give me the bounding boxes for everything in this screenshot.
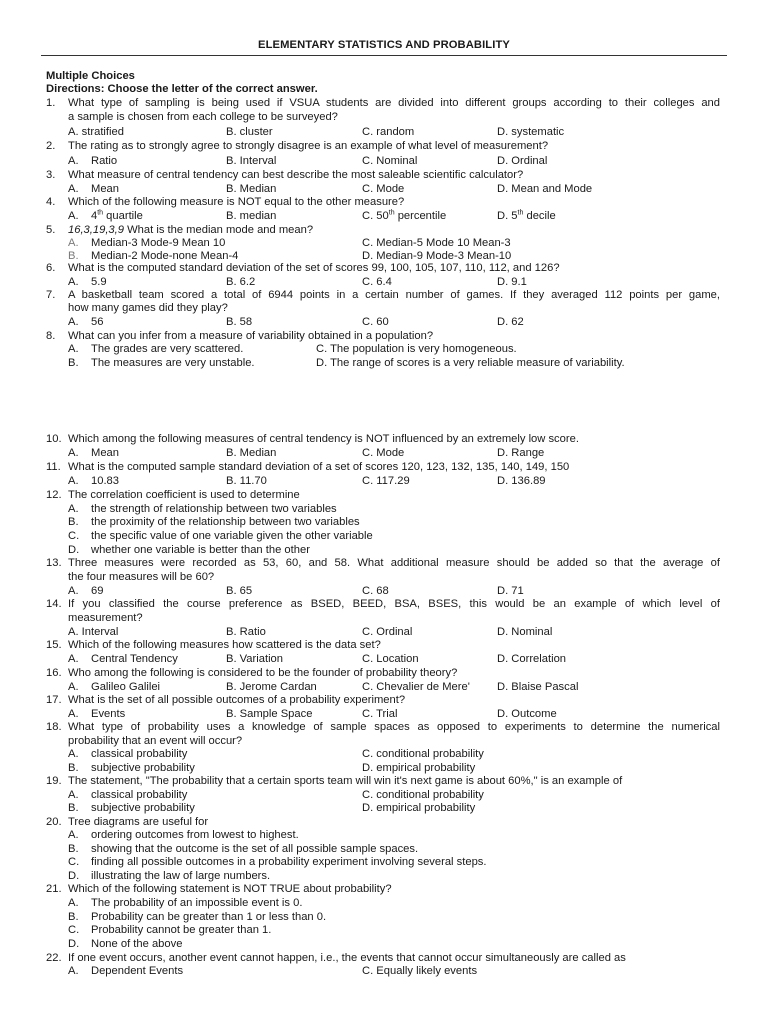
option-b: B. Median [226, 183, 277, 195]
question-text: Tree diagrams are useful for [68, 816, 209, 828]
option-letter: B. [68, 250, 79, 262]
question-text: Which among the following measures of central tendency is NOT influenced by an extremely low score. [68, 433, 579, 445]
option-a [68, 237, 225, 250]
option-letter: B. [68, 762, 79, 774]
option-b: B. 58 [226, 316, 253, 328]
question-number: 10. [46, 433, 62, 445]
option-a [68, 965, 183, 978]
option-d: D. Mean and Mode [497, 183, 593, 195]
option-a [68, 475, 119, 488]
option-text: Median-3 Mode-9 Mean 10 [91, 237, 226, 249]
question-text: Three measures were recorded as 53, 60, and 58. What additional measure should be added so that the average of [68, 557, 720, 569]
option-text: ordering outcomes from lowest to highest. [91, 829, 299, 841]
question-number: 15. [46, 639, 62, 651]
question-text: a sample is chosen from each college to be surveyed? [68, 111, 338, 123]
question-number: 1. [46, 97, 56, 109]
question-text: measurement? [68, 612, 143, 624]
question-number: 7. [46, 289, 56, 301]
question-text: A basketball team scored a total of 6944 points in a certain number of games. If they averaged 112 points per game, [68, 289, 720, 301]
option-c: C. 6.4 [362, 276, 392, 288]
question-text: What type of sampling is being used if VSUA students are divided into different groups according to their colleges and [68, 97, 720, 109]
option-d: D. Outcome [497, 708, 557, 720]
option-a: A. Interval [68, 626, 119, 638]
question-number: 3. [46, 169, 56, 181]
title-divider [41, 55, 727, 56]
option-c: C. conditional probability [362, 748, 484, 760]
option-text: Median-2 Mode-none Mean-4 [91, 250, 239, 262]
option-b: B. Median [226, 447, 277, 459]
option-c: C. The population is very homogeneous. [316, 343, 517, 355]
option-d: D. The range of scores is a very reliable measure of variability. [316, 357, 625, 369]
question-number: 4. [46, 196, 56, 208]
question-text: probability that an event will occur? [68, 735, 243, 747]
option-text: The grades are very scattered. [91, 343, 244, 355]
question-number: 5. [46, 224, 56, 236]
question-text: Who among the following is considered to be the founder of probability theory? [68, 667, 458, 679]
option-text: Mean [91, 447, 119, 459]
option-letter: A. [68, 316, 79, 328]
question-number: 14. [46, 598, 62, 610]
option-text: finding all possible outcomes in a probability experiment involving several steps. [91, 856, 487, 868]
section-title: Multiple Choices [46, 70, 135, 82]
option-letter: A. [68, 475, 79, 487]
option-d: D. 62 [497, 316, 524, 328]
option-text: the specific value of one variable given the other variable [91, 530, 373, 542]
option-b: B. Sample Space [226, 708, 313, 720]
option-text: The probability of an impossible event is 0. [91, 897, 303, 909]
option-d: D. Median-9 Mode-3 Mean-10 [362, 250, 512, 262]
directions: Directions: Choose the letter of the correct answer. [46, 83, 318, 95]
option-b: B. Ratio [226, 626, 266, 638]
question-text: 16,3,19,3,9 What is the median mode and mean? [68, 224, 314, 236]
option-text: The measures are very unstable. [91, 357, 255, 369]
option-text: Galileo Galilei [91, 681, 161, 693]
question-text: If you classified the course preference as BSED, BEED, BSA, BSES, this would be an example of which level of [68, 598, 720, 610]
option-letter: B. [68, 357, 79, 369]
question-text: The rating as to strongly agree to strongly disagree is an example of what level of measurement? [68, 140, 549, 152]
question-number: 11. [46, 461, 61, 473]
option-letter: D. [68, 544, 80, 556]
option-a [68, 748, 187, 761]
option-c: C. 68 [362, 585, 389, 597]
option-letter: A. [68, 343, 79, 355]
option-c: C. Location [362, 653, 419, 665]
option-c: C. 117.29 [362, 475, 410, 487]
option-letter: A. [68, 155, 79, 167]
question-number: 13. [46, 557, 62, 569]
option-a: A. 4th quartile [68, 209, 143, 222]
question-number: 8. [46, 330, 56, 342]
option-a [68, 585, 103, 598]
option-b: B. Interval [226, 155, 277, 167]
option-c: C. conditional probability [362, 789, 484, 801]
option-letter: A. [68, 829, 79, 841]
question-number: 18. [46, 721, 62, 733]
option-letter: A. [68, 276, 79, 288]
question-number: 20. [46, 816, 62, 828]
option-b [68, 762, 195, 775]
option-d: D. Range [497, 447, 545, 459]
option-c: C. 60 [362, 316, 389, 328]
option-letter: A. [68, 965, 79, 977]
option-a [68, 708, 125, 721]
option-letter: C. [68, 530, 80, 542]
question-text: What type of probability uses a knowledge of sample spaces as opposed to experiments to determine the numerical [68, 721, 720, 733]
option-text: the strength of relationship between two variables [91, 503, 337, 515]
option-c: C. 50th percentile [362, 209, 447, 222]
option-letter: A. [68, 447, 79, 459]
option-letter: D. [68, 870, 80, 882]
option-a [68, 155, 117, 168]
option-b: B. median [226, 210, 277, 222]
option-b: B. Jerome Cardan [226, 681, 317, 693]
option-a [68, 681, 160, 694]
option-text: Events [91, 708, 126, 720]
question-text: Which of the following statement is NOT TRUE about probability? [68, 883, 392, 895]
option-c: C. Median-5 Mode 10 Mean-3 [362, 237, 511, 249]
question-number: 17. [46, 694, 62, 706]
option-b: B. Variation [226, 653, 284, 665]
option-c: C. Equally likely events [362, 965, 478, 977]
option-text: subjective probability [91, 762, 195, 774]
question-number: 2. [46, 140, 56, 152]
option-letter: A. [68, 708, 79, 720]
option-text: classical probability [91, 789, 188, 801]
question-number: 6. [46, 262, 56, 274]
option-a [68, 276, 107, 289]
option-text: Central Tendency [91, 653, 178, 665]
option-d: D. 136.89 [497, 475, 546, 487]
option-text: subjective probability [91, 802, 195, 814]
option-a [68, 316, 103, 329]
question-text: What is the set of all possible outcomes of a probability experiment? [68, 694, 406, 706]
option-letter: B. [68, 516, 79, 528]
option-d: D. systematic [497, 126, 565, 138]
question-text: If one event occurs, another event cannot happen, i.e., the events that cannot occur simultaneously are called as [68, 952, 626, 964]
option-letter: B. [68, 802, 79, 814]
question-text: What measure of central tendency can best describe the most saleable scientific calculator? [68, 169, 524, 181]
option-a [68, 653, 178, 666]
option-text: illustrating the law of large numbers. [91, 870, 271, 882]
option-d: D. Ordinal [497, 155, 548, 167]
option-a [68, 343, 243, 356]
option-b [68, 802, 195, 815]
option-d: D. 5th decile [497, 209, 556, 222]
option-b: B. cluster [226, 126, 273, 138]
option-b: B. 65 [226, 585, 253, 597]
option-letter: A. [68, 183, 79, 195]
option-d: D. Blaise Pascal [497, 681, 579, 693]
option-text: Mean [91, 183, 119, 195]
option-d: D. empirical probability [362, 762, 476, 774]
option-text: None of the above [91, 938, 183, 950]
option-a [68, 183, 119, 196]
option-text: Probability can be greater than 1 or less than 0. [91, 911, 327, 923]
option-b: B. 6.2 [226, 276, 256, 288]
question-number: 19. [46, 775, 62, 787]
option-letter: C. [68, 924, 80, 936]
option-letter: A. [68, 503, 79, 515]
option-text: 69 [91, 585, 104, 597]
option-letter: B. [68, 843, 79, 855]
option-letter: A. [68, 681, 79, 693]
question-number: 22. [46, 952, 62, 964]
option-letter: D. [68, 938, 80, 950]
option-c: C. Chevalier de Mere' [362, 681, 470, 693]
question-number: 12. [46, 489, 62, 501]
question-text: What is the computed sample standard deviation of a set of scores 120, 123, 132, 135, 140, 149, 150 [68, 461, 570, 473]
option-a [68, 789, 187, 802]
question-number: 16. [46, 667, 62, 679]
question-text: Which of the following measures how scattered is the data set? [68, 639, 381, 651]
option-text: Dependent Events [91, 965, 184, 977]
question-text: how many games did they play? [68, 302, 228, 314]
question-text: Which of the following measure is NOT equal to the other measure? [68, 196, 405, 208]
option-d: D. Correlation [497, 653, 567, 665]
option-c: C. Ordinal [362, 626, 413, 638]
option-text: 56 [91, 316, 104, 328]
option-d: D. 71 [497, 585, 524, 597]
page-title: ELEMENTARY STATISTICS AND PROBABILITY [258, 39, 510, 51]
question-number: 21. [46, 883, 62, 895]
option-text: whether one variable is better than the other [91, 544, 310, 556]
option-d: D. Nominal [497, 626, 553, 638]
option-text: 5.9 [91, 276, 107, 288]
option-a [68, 447, 119, 460]
option-text: showing that the outcome is the set of all possible sample spaces. [91, 843, 419, 855]
option-c: C. random [362, 126, 415, 138]
question-text: What can you infer from a measure of variability obtained in a population? [68, 330, 434, 342]
option-text: classical probability [91, 748, 188, 760]
option-text: Ratio [91, 155, 118, 167]
option-d: D. 9.1 [497, 276, 527, 288]
option-letter: A. [68, 210, 79, 222]
option-letter: A. [68, 653, 79, 665]
option-text: the proximity of the relationship between two variables [91, 516, 360, 528]
option-text: Probability cannot be greater than 1. [91, 924, 272, 936]
option-letter: C. [68, 856, 80, 868]
option-b [68, 357, 255, 370]
option-a: A. stratified [68, 126, 124, 138]
option-letter: A. [68, 237, 79, 249]
question-text: The correlation coefficient is used to determine [68, 489, 300, 501]
option-letter: A. [68, 585, 79, 597]
question-text: The statement, "The probability that a certain sports team will win it's next game is about 60%," is an example of [68, 775, 623, 787]
option-d: D. empirical probability [362, 802, 476, 814]
option-b: B. 11.70 [226, 475, 267, 487]
question-text: What is the computed standard deviation of the set of scores 99, 100, 105, 107, 110, 112, and 126? [68, 262, 560, 274]
option-c: C. Mode [362, 183, 405, 195]
option-c: C. Nominal [362, 155, 418, 167]
option-letter: B. [68, 911, 79, 923]
option-letter: A. [68, 897, 79, 909]
option-c: C. Mode [362, 447, 405, 459]
option-c: C. Trial [362, 708, 398, 720]
option-letter: A. [68, 789, 79, 801]
option-letter: A. [68, 748, 79, 760]
question-text: the four measures will be 60? [68, 571, 215, 583]
option-text: 10.83 [91, 475, 119, 487]
